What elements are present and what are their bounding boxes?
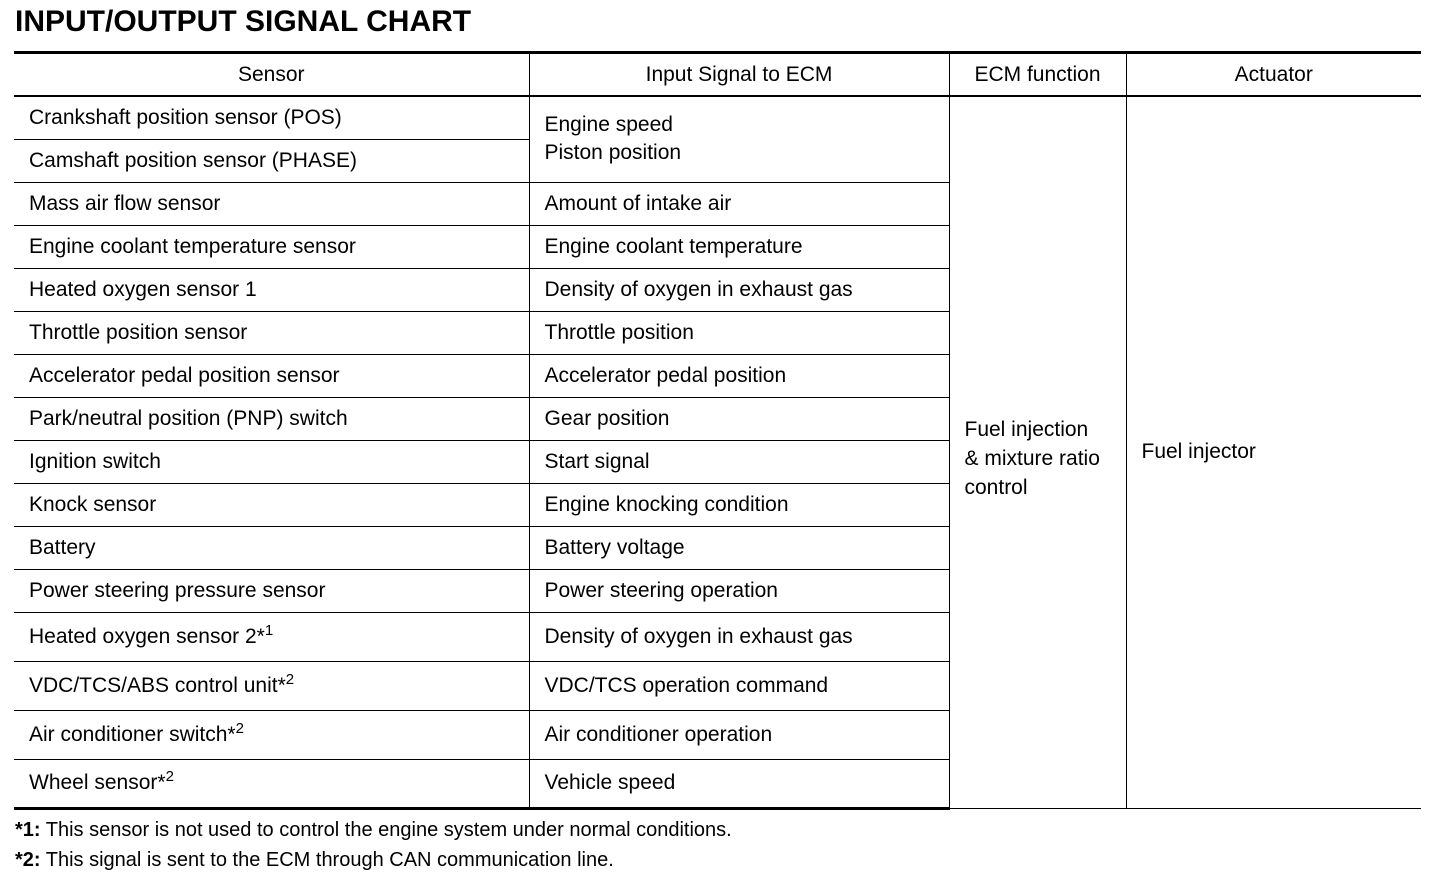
sensor-cell [14,759,529,808]
input-signal-cell [529,440,949,483]
sensor-name: Heated oxygen sensor 2* [29,624,265,648]
ecm-function-line: & mixture ratio [964,446,1100,470]
sensor-name: Throttle position sensor [29,320,248,344]
sensor-cell [14,612,529,661]
sensor-name: Power steering pressure sensor [29,578,326,602]
input-signal-cell [529,569,949,612]
input-signal-cell-merged [529,96,949,182]
table-header-row [14,53,1421,97]
footnote [15,815,732,845]
footnote-marker: 2 [235,719,244,737]
input-signal-cell [529,311,949,354]
footnote-mark: *1: [15,819,41,841]
header-ecm-function: ECM function [949,53,1126,97]
actuator-name: Fuel injector [1141,440,1256,464]
sensor-cell [14,139,529,182]
sensor-name: Wheel sensor* [29,771,166,794]
input-signal-line: Engine speed [544,113,673,137]
input-signal-cell [529,397,949,440]
input-signal: Power steering operation [544,578,778,602]
signal-chart-table [14,51,1421,810]
sensor-cell [14,354,529,397]
input-signal-cell [529,268,949,311]
sensor-name: Park/neutral position (PNP) switch [29,406,348,430]
sensor-cell [14,440,529,483]
sensor-name: Ignition switch [29,449,161,473]
sensor-name: VDC/TCS/ABS control unit* [29,673,286,697]
sensor-name: Camshaft position sensor (PHASE) [29,148,357,172]
footnotes [15,815,732,875]
input-signal: Vehicle speed [544,771,676,794]
input-signal: Engine coolant temperature [544,234,803,258]
input-signal: Gear position [544,406,670,430]
footnote-marker: 2 [165,768,174,785]
sensor-name: Heated oxygen sensor 1 [29,277,257,301]
sensor-name: Mass air flow sensor [29,191,221,215]
header-sensor: Sensor [14,53,529,97]
input-signal: Density of oxygen in exhaust gas [544,624,853,648]
sensor-cell [14,182,529,225]
sensor-cell [14,268,529,311]
input-signal: Start signal [544,449,650,473]
table-row [14,96,1421,139]
footnote-marker: 1 [264,621,274,639]
input-signal-cell [529,526,949,569]
sensor-name: Air conditioner switch* [29,722,236,746]
input-signal-line: Piston position [544,141,682,165]
input-signal-cell [529,483,949,526]
sensor-cell [14,311,529,354]
ecm-function-line: Fuel injection [964,417,1089,441]
input-signal-cell [529,710,949,759]
sensor-name: Crankshaft position sensor (POS) [29,105,342,129]
header-actuator: Actuator [1126,53,1421,97]
input-signal: Throttle position [544,320,694,344]
input-signal-cell [529,182,949,225]
input-signal: Battery voltage [544,535,685,559]
input-signal: Engine knocking condition [544,492,789,516]
sensor-cell [14,397,529,440]
sensor-cell [14,569,529,612]
sensor-cell [14,526,529,569]
input-signal: Air conditioner operation [544,722,773,746]
footnote-text: This sensor is not used to control the engine system under normal conditions. [40,819,732,841]
ecm-function-line: control [964,475,1028,499]
footnote-text: This signal is sent to the ECM through CAN communication line. [40,849,614,871]
input-signal-cell [529,225,949,268]
input-signal: Accelerator pedal position [544,363,787,387]
sensor-cell [14,710,529,759]
sensor-cell [14,96,529,139]
sensor-cell [14,483,529,526]
footnote-mark: *2: [15,849,41,871]
input-signal-cell [529,354,949,397]
sensor-cell [14,661,529,710]
input-signal-cell [529,759,949,808]
sensor-cell [14,225,529,268]
input-signal: Amount of intake air [544,191,732,215]
sensor-name: Accelerator pedal position sensor [29,363,340,387]
footnote [15,845,732,875]
sensor-name: Engine coolant temperature sensor [29,234,356,258]
input-signal-cell [529,661,949,710]
page-title: INPUT/OUTPUT SIGNAL CHART [15,5,472,38]
ecm-function-cell [949,96,1126,808]
sensor-name: Battery [29,535,96,559]
sensor-name: Knock sensor [29,492,157,516]
footnote-marker: 2 [285,670,295,688]
input-signal: VDC/TCS operation command [544,673,829,697]
input-signal: Density of oxygen in exhaust gas [544,277,853,301]
header-input-signal: Input Signal to ECM [529,53,949,97]
actuator-cell [1126,96,1421,808]
input-signal-cell [529,612,949,661]
